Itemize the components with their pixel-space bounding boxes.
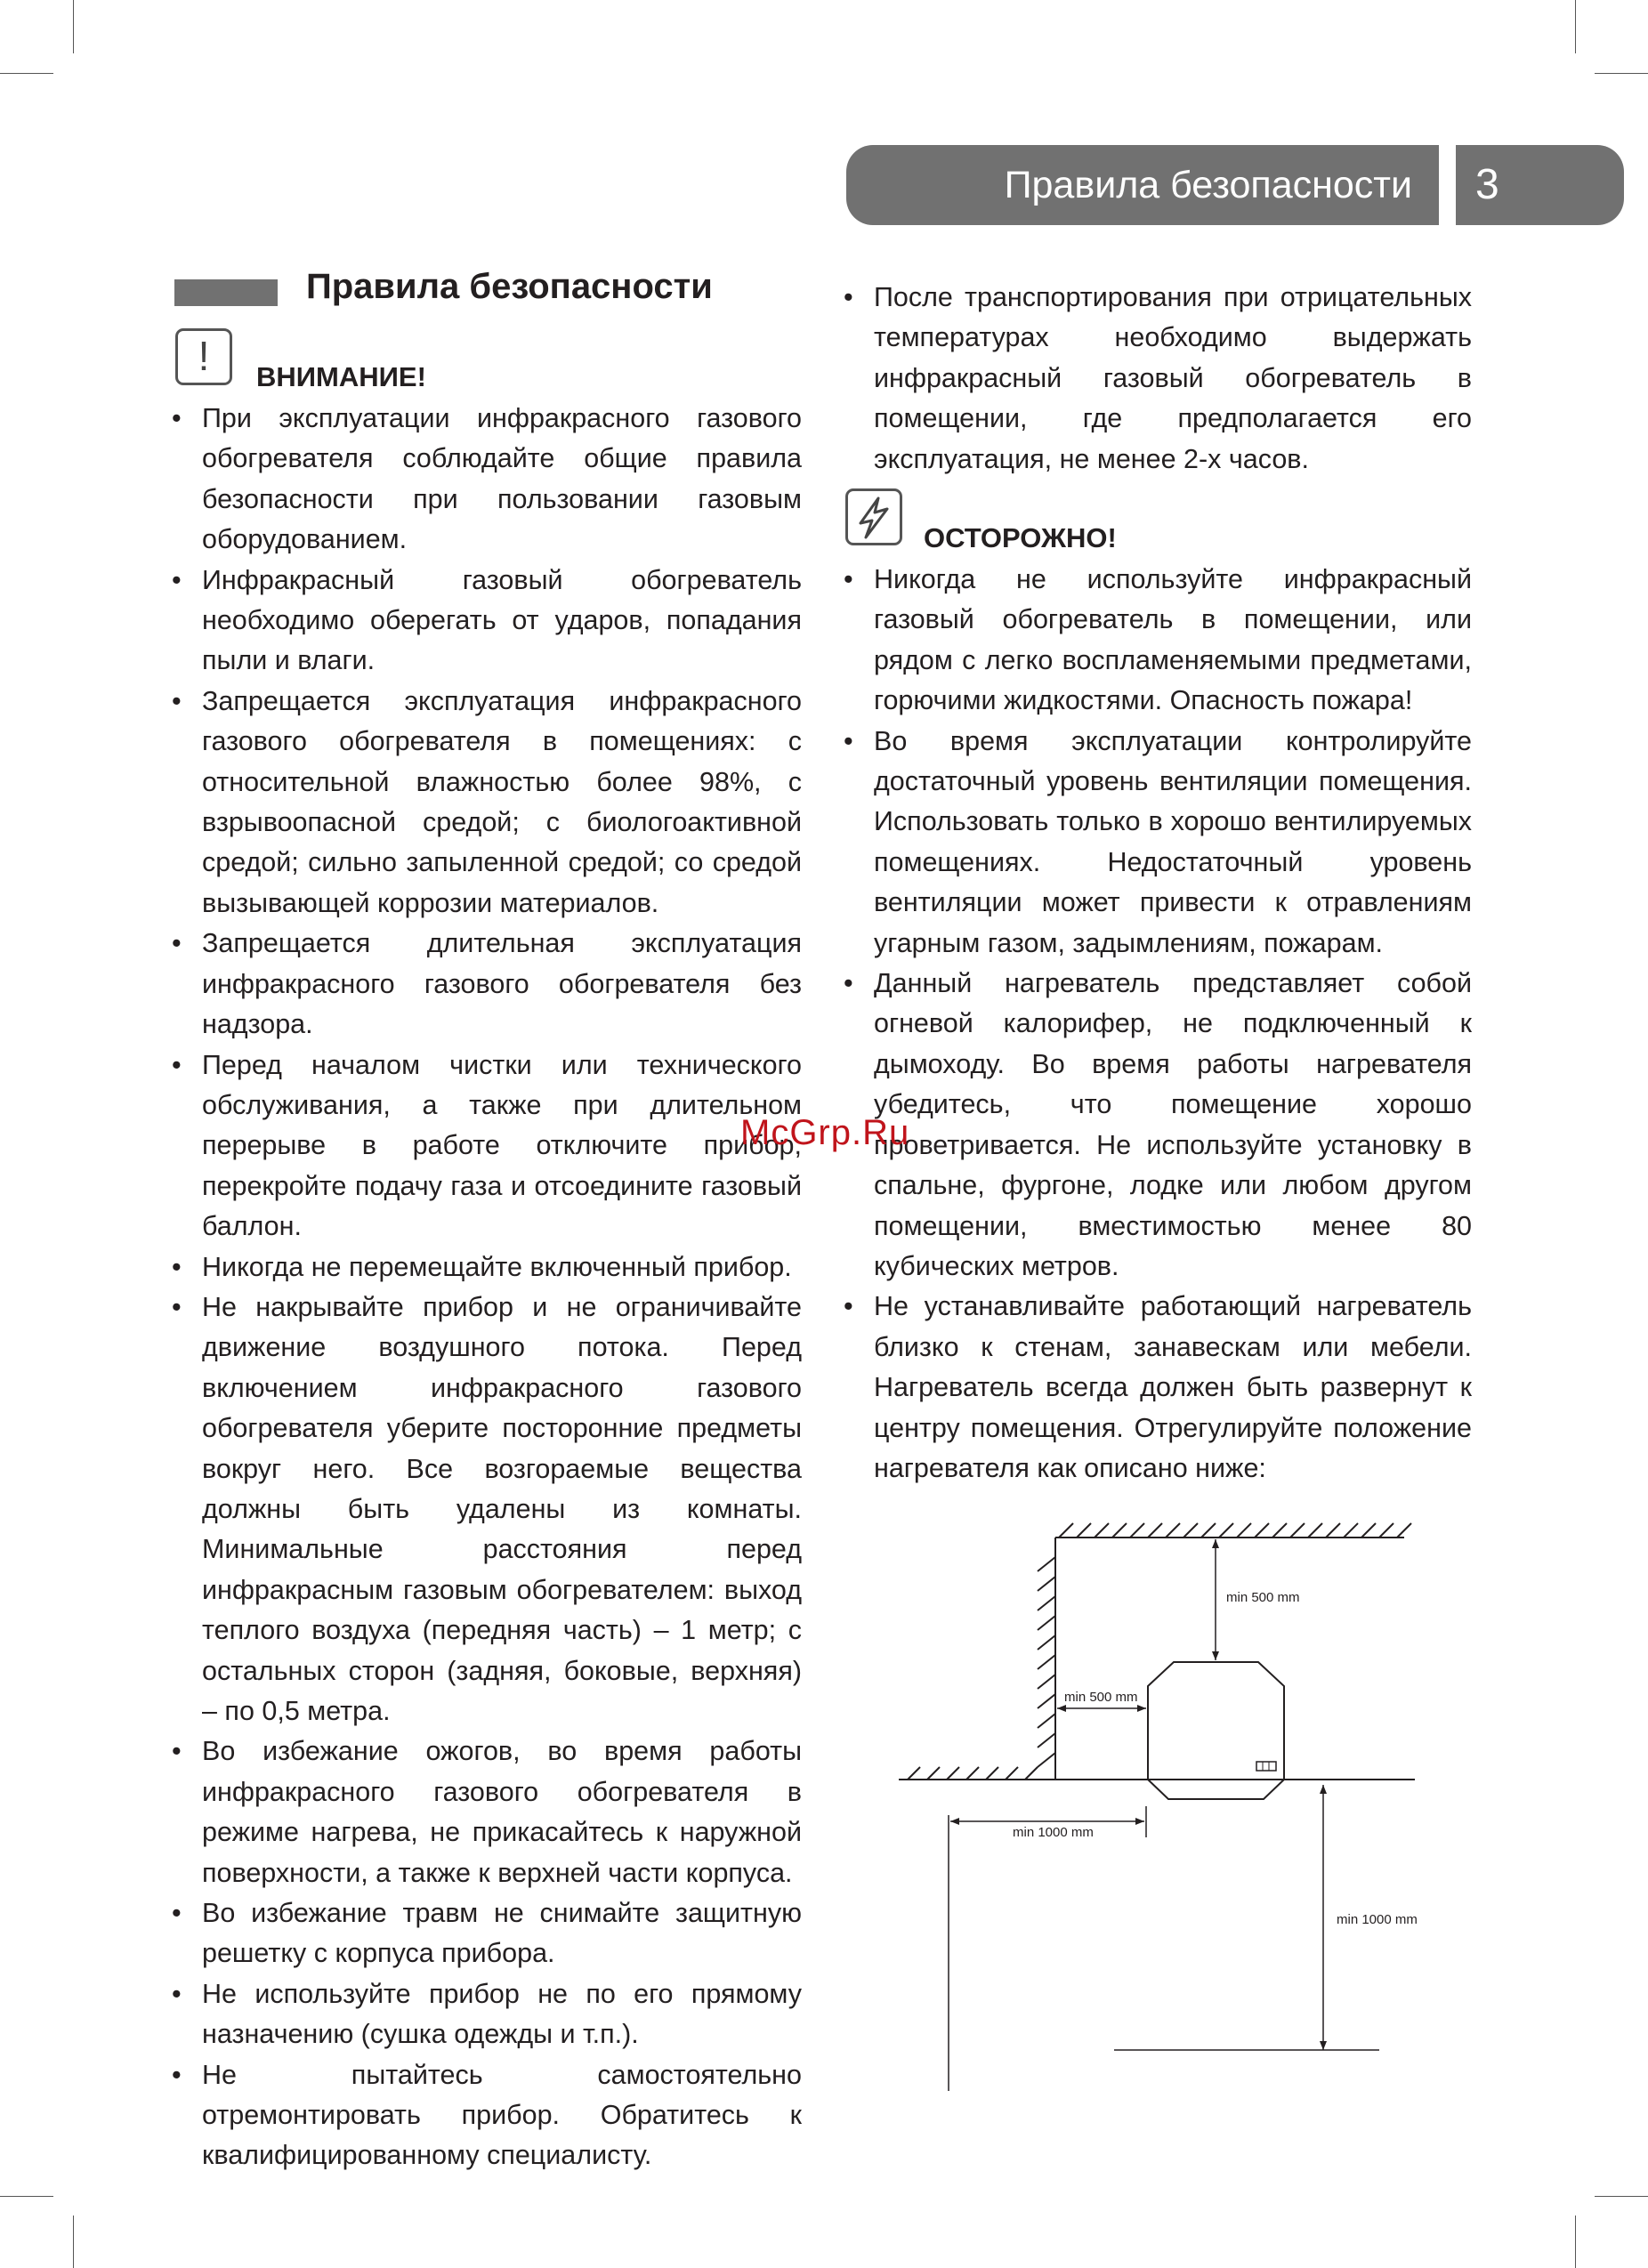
crop-mark (73, 2216, 74, 2268)
vertical-clearance-label: min 1000 mm (1337, 1912, 1418, 1927)
header-title: Правила безопасности (846, 145, 1439, 225)
crop-mark (0, 73, 53, 74)
right-column-top (840, 278, 1472, 480)
list-item: • Не используйте прибор не по его прямому назначению (сушка одежды и т.п.). (168, 1974, 802, 2055)
page-number: 3 (1456, 145, 1624, 225)
section-marker (174, 279, 278, 306)
right-column (840, 560, 1472, 1489)
list-item: • Во избежание травм не снимайте защитную решетку с корпуса прибора. (168, 1893, 802, 1974)
lightning-icon (845, 488, 902, 545)
danger-label: ОСТОРОЖНО! (924, 522, 1117, 553)
crop-mark (1595, 73, 1648, 74)
list-item: • Запрещается эксплуатация инфракрасного газового обогревателя в помещениях: с относительной влажностью более 98%, с взрывоопасной средой; с биологоактивной средой; сильно запыленной средой; со средой вызывающей коррозии материалов. (168, 682, 802, 924)
top-clearance-label: min 500 mm (1226, 1590, 1300, 1605)
list-item: • Во время эксплуатации контролируйте достаточный уровень вентиляции помещения. Использовать только в хорошо вентилируемых помещениях. Недостаточный уровень вентиляции может привести к отравлениям угарным газом, задымлениям, пожарам. (840, 722, 1472, 964)
list-item: • Не устанавливайте работающий нагреватель близко к стенам, занавескам или мебели. Нагреватель всегда должен быть развернут к центру помещения. Отрегулируйте положение нагревателя как описано ниже: (840, 1287, 1472, 1489)
list-item: • Никогда не перемещайте включенный прибор. (168, 1247, 802, 1287)
section-title: Правила безопасности (306, 267, 713, 306)
clearance-diagram (881, 1504, 1433, 2091)
list-item: • Никогда не используйте инфракрасный газовый обогреватель в помещении, или рядом с легко воспламеняемыми предметами, горючими жидкостями. Опасность пожара! (840, 560, 1472, 722)
crop-mark (1575, 0, 1576, 53)
list-item: • Инфракрасный газовый обогреватель необходимо оберегать от ударов, попадания пыли и влаги. (168, 561, 802, 682)
list-item: • После транспортирования при отрицательных температурах необходимо выдержать инфракрасный газовый обогреватель в помещении, где предполагается его эксплуатация, не менее 2-х часов. (840, 278, 1472, 480)
crop-mark (0, 2196, 53, 2197)
watermark: McGrp.Ru (740, 1113, 910, 1152)
crop-mark (1575, 2216, 1576, 2268)
list-item: • Перед началом чистки или технического обслуживания, а также при длительном перерыве в работе отключите прибор, перекройте подачу газа и отсоедините газовый баллон. (168, 1045, 802, 1247)
list-item: • Не накрывайте прибор и не ограничивайте движение воздушного потока. Перед включением инфракрасного газового обогревателя уберите посторонние предметы вокруг него. Все возгораемые вещества должны быть удалены из комнаты. Минимальные расстояния перед инфракрасным газовым обогревателем: выход теплого воздуха (передняя часть) – 1 метр; с остальных сторон (задняя, боковые, верхняя) – по 0,5 метра. (168, 1287, 802, 1731)
list-item: • Во избежание ожогов, во время работы инфракрасного газового обогревателя в режиме нагрева, не прикасайтесь к наружной поверхности, а также к верхней части корпуса. (168, 1731, 802, 1893)
front-clearance-label: min 1000 mm (1013, 1825, 1094, 1840)
side-clearance-label: min 500 mm (1064, 1690, 1138, 1705)
left-column (168, 399, 802, 2176)
list-item: • Запрещается длительная эксплуатация инфракрасного газового обогревателя без надзора. (168, 924, 802, 1045)
warning-label: ВНИМАНИЕ! (256, 361, 426, 392)
crop-mark (73, 0, 74, 53)
list-item: • Не пытайтесь самостоятельно отремонтировать прибор. Обратитесь к квалифицированному специалисту. (168, 2055, 802, 2176)
list-item: • Данный нагреватель представляет собой огневой калорифер, не подключенный к дымоходу. Во время работы нагревателя убедитесь, что помещение хорошо проветривается. Не используйте установку в спальне, фургоне, лодке или любом другом помещении, вместимостью менее 80 кубических метров. (840, 964, 1472, 1287)
crop-mark (1595, 2196, 1648, 2197)
list-item: • При эксплуатации инфракрасного газового обогревателя соблюдайте общие правила безопасности при пользовании газовым оборудованием. (168, 399, 802, 561)
exclamation-icon: ! (175, 328, 232, 385)
